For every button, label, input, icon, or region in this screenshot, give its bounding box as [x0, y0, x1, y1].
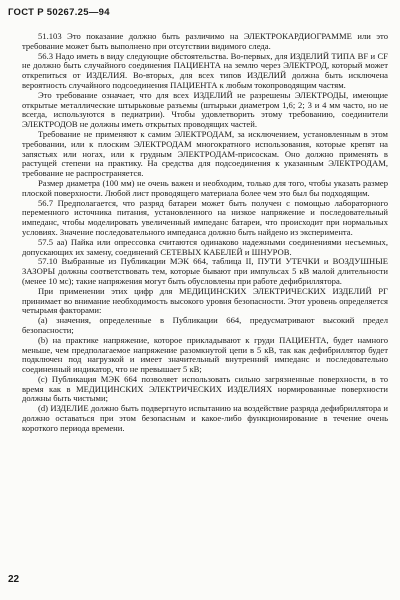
- paragraph: 56.7 Предполагается, что разряд батареи может быть получен с помощью лабораторного переменного источника питания, установленного на низкое напряжение и последовательный импеданс, чтобы моделировать увеличенный импеданс батареи, что происходит при нормальных условиях. Значение последовательного импеданса должно быть найдено из эксперимента.: [22, 197, 388, 237]
- paragraph: 57.5 aa) Пайка или опрессовка считаются одинаково надежными соединениями несъемных, допускающих их замену, соединений СЕТЕВЫХ КАБЕЛЕЙ и ШНУРОВ.: [22, 236, 388, 257]
- paragraph: 51.103 Это показание должно быть различимо на ЭЛЕКТРОКАРДИОГРАММЕ или это требование может быть выполнено при отсутствии видимого следа.: [22, 31, 388, 51]
- list-item: (b) на практике напряжение, которое прикладывают к груди ПАЦИЕНТА, будет намного меньше, чем предполагаемое напряжение разомкнутой цепи в 5 кВ, так как дефибриллятор будет подключен под нагрузкой и имеет значительный внутренний импеданс и последовательно соединенный индикатор, что не превышает 5 кВ;: [22, 334, 388, 375]
- list-item: (c) Публикация МЭК 664 позволяет использовать сильно загрязненные поверхности, в то время как в МЕДИЦИНСКИХ ЭЛЕКТРИЧЕСКИХ ИЗДЕЛИЯХ нормированные поверхности должны быть чистыми;: [22, 373, 388, 404]
- paragraph: 57.10 Выбранные из Публикации МЭК 664, таблица II, ПУТИ УТЕЧКИ и ВОЗДУШНЫЕ ЗАЗОРЫ должны соответствовать тем, которые бывают при импульсах 5 кВ малой длительности (менее 10 мс); такие напряжения могут быть обусловлены при работе дефибриллятора.: [22, 256, 388, 286]
- paragraph: Размер диаметра (100 мм) не очень важен и необходим, только для того, чтобы указать размер плоской поверхности. Любой лист проводящего материала более чем это был бы подходящим.: [22, 177, 388, 198]
- document-body: [22, 32, 388, 434]
- paragraph: 56.3 Надо иметь в виду следующие обстоятельства. Во-первых, для ИЗДЕЛИЙ ТИПА BF и CF не должно быть случайного соединения ПАЦИЕНТА на землю через ЭЛЕКТРОД, который может открепиться от ИЗДЕЛИЯ. Во-вторых, для всех типов ИЗДЕЛИЙ должна быть исключена вероятность случайного подсоединения ПАЦИЕНТА к любым токопроводящим частям.: [22, 50, 388, 90]
- paragraph: При применении этих цифр для МЕДИЦИНСКИХ ЭЛЕКТРИЧЕСКИХ ИЗДЕЛИЙ РГ принимает во внимание необходимость высокого уровня безопасности. Этот уровень определяется четырьмя факторами:: [22, 285, 388, 316]
- paragraph: Это требование означает, что для всех ИЗДЕЛИЙ не разрешены ЭЛЕКТРОДЫ, имеющие открытые металлические штырьковые разъемы (штырьки диаметром 1,6; 2; 3 и 4 мм часто, но не всегда, используются в педиатрии). Чтобы удовлетворить этому требованию, соединители ЭЛЕКТРОДОВ не должны иметь открытых проводящих частей.: [22, 89, 388, 130]
- list-item: (a) значения, определенные в Публикации 664, предусматривают высокий предел безопасности;: [22, 315, 388, 335]
- page-number: 22: [8, 574, 20, 585]
- paragraph: Требование не применяют к самим ЭЛЕКТРОДАМ, за исключением, установленным в этом требовании, или к плоским ЭЛЕКТРОДАМ многократного использования, которые крепят на запястьях или ногах, или к грудным ЭЛЕКТРОДАМ-присоскам. Оно должно применять в растущей степени на практику. На средства для подсоединения к указанным ЭЛЕКТРОДАМ, требование не распространяется.: [22, 128, 388, 179]
- list-item: (d) ИЗДЕЛИЕ должно быть подвергнуто испытанию на воздействие разряда дефибриллятора и должно оставаться при этом безопасным и какое-либо функционирование в течение очень короткого периода времени.: [22, 403, 388, 433]
- standard-header: ГОСТ Р 50267.25—94: [8, 7, 110, 18]
